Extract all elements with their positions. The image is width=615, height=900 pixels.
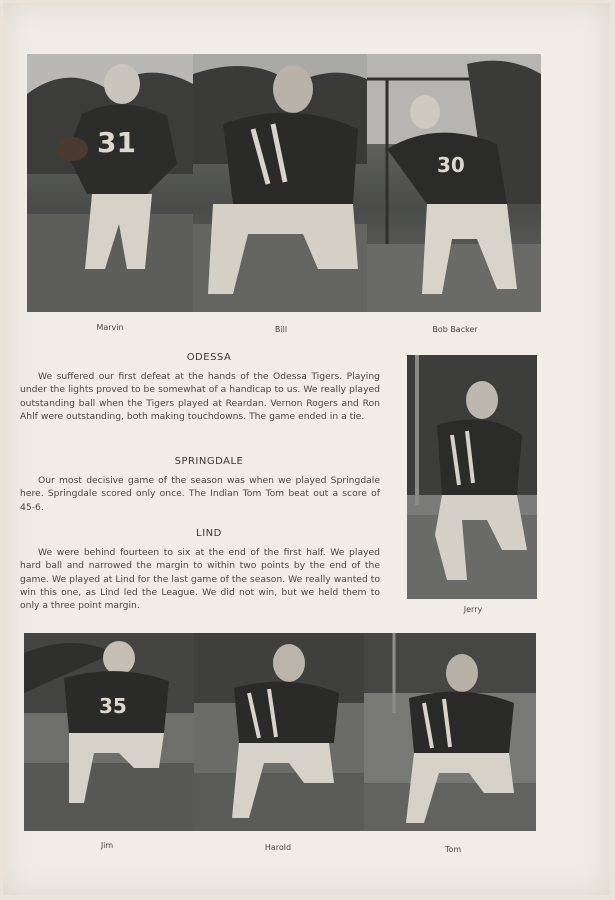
- svg-text:31: 31: [97, 126, 136, 159]
- svg-text:35: 35: [99, 694, 127, 718]
- heading-springdale: SPRINGDALE: [174, 456, 244, 467]
- photo-bill: [193, 54, 367, 312]
- photo-jim: [24, 633, 194, 831]
- caption-harold: Harold: [264, 843, 292, 852]
- photo-bob-backer: [367, 54, 541, 312]
- paragraph-springdale: Our most decisive game of the season was when we played Springdale here. Springdale scored only once. The Indian Tom Tom beat out a score of 45-6.: [20, 475, 380, 513]
- photo-jerry: [407, 355, 537, 599]
- caption-bill: Bill: [274, 325, 288, 334]
- paragraph-odessa: We suffered our first defeat at the hands of the Odessa Tigers. Playing under the lights proved to be somewhat of a handicap to us. We really played outstanding ball when the Tigers played at Reardan. Vernon Rogers and Ron Ahlf were outstanding, both making touchdowns. The game ended in a tie.: [20, 371, 380, 422]
- caption-jerry: Jerry: [463, 605, 483, 614]
- svg-text:30: 30: [437, 153, 465, 177]
- caption-bob-backer: Bob Backer: [432, 325, 478, 334]
- yearbook-page: [3, 3, 610, 895]
- heading-odessa: ODESSA: [186, 352, 232, 363]
- photo-harold: [194, 633, 364, 831]
- caption-marvin: Marvin: [96, 323, 124, 332]
- heading-lind: LIND: [196, 528, 222, 539]
- caption-tom: Tom: [444, 845, 462, 854]
- photo-tom: [364, 633, 536, 831]
- photo-marvin: [27, 54, 193, 312]
- caption-jim: Jim: [100, 841, 114, 850]
- paragraph-lind: We were behind fourteen to six at the end of the first half. We played hard ball and narrowed the margin to within two points by the end of the game. We played at Lind for the last game of the season. We really wanted to win this one, as Lind led the League. We did not win, but we held them to only a three point margin.: [20, 547, 380, 612]
